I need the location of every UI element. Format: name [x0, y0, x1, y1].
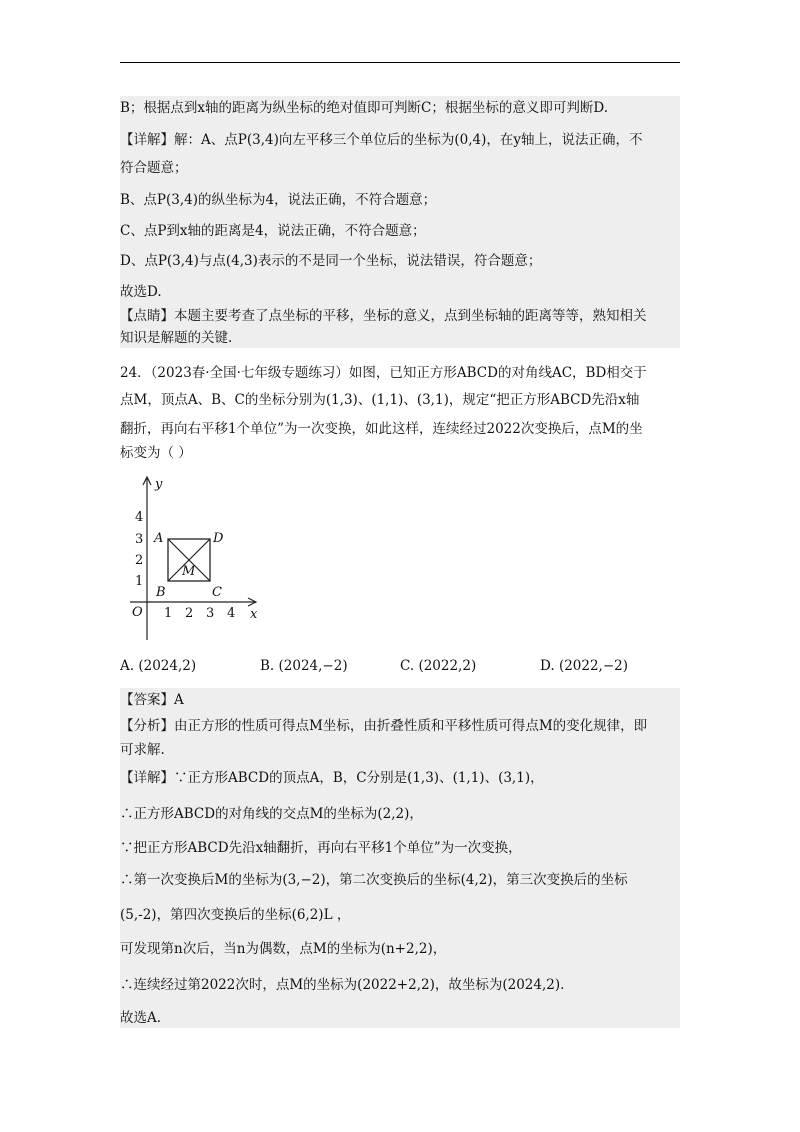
answer-line: ∵把正方形ABCD先沿x轴翻折，再向右平移1个单位”为一次变换， — [120, 840, 522, 856]
option-text: (2024,−2) — [278, 658, 348, 674]
coordinate-figure — [120, 470, 270, 645]
answer-line: ∴连续经过第2022次时，点M的坐标为(2022+2,2)，故坐标为(2024,2). — [120, 977, 565, 993]
y-tick-label: 2 — [135, 553, 144, 568]
option-letter: A. — [120, 658, 135, 674]
question-line: 翻折，再向右平移1个单位”为一次变换，如此这样，连续经过2022次变换后，点M的坐 — [120, 421, 643, 437]
option-letter: B. — [260, 658, 275, 674]
text-line: 故选D. — [120, 284, 162, 300]
answer-line: (5,-2)，第四次变换后的坐标(6,2)L ， — [120, 907, 351, 923]
option-b[interactable] — [260, 658, 348, 674]
y-tick-label: 1 — [135, 574, 144, 589]
y-tick-label: 4 — [135, 510, 144, 525]
option-letter: C. — [400, 658, 415, 674]
answer-line: ∴第一次变换后M的坐标为(3,−2)，第二次变换后的坐标(4,2)，第三次变换后的坐标 — [120, 872, 628, 888]
option-c[interactable] — [400, 658, 476, 674]
x-tick-label: 4 — [227, 606, 236, 621]
x-tick-label: 2 — [185, 606, 194, 621]
question-line: 标变为（ ） — [120, 445, 192, 461]
y-tick-label: 3 — [135, 532, 144, 547]
point-label-b: B — [156, 585, 166, 600]
x-tick-label: 1 — [164, 606, 173, 621]
answer-line: 【答案】A — [120, 692, 184, 708]
text-line: 符合题意； — [120, 160, 188, 176]
option-text: (2024,2) — [138, 658, 197, 674]
text-line: 知识是解题的关键. — [120, 330, 233, 346]
origin-label: O — [132, 605, 143, 620]
text-line: D、点P(3,4)与点(4,3)表示的不是同一个坐标，说法错误，符合题意； — [120, 253, 542, 269]
header-rule — [120, 62, 680, 63]
answer-line: ∴正方形ABCD的对角线的交点M的坐标为(2,2)， — [120, 806, 423, 822]
option-d[interactable] — [540, 658, 628, 674]
point-label-m: M — [182, 564, 196, 579]
x-axis-label: x — [250, 607, 258, 622]
point-label-a: A — [154, 531, 164, 546]
text-line: 【详解】解：A、点P(3,4)向左平移三个单位后的坐标为(0,4)，在y轴上，说法正确，不 — [120, 132, 643, 148]
answer-line: 【详解】∵正方形ABCD的顶点A，B，C分别是(1,3)、(1,1)、(3,1)， — [120, 770, 544, 786]
answer-line: 可发现第n次后，当n为偶数，点M的坐标为(n+2,2)， — [120, 941, 447, 957]
answer-line: 可求解. — [120, 742, 165, 758]
option-letter: D. — [540, 658, 555, 674]
text-line: B、点P(3,4)的纵坐标为4，说法正确，不符合题意； — [120, 192, 437, 208]
text-line: 【点睛】本题主要考查了点坐标的平移，坐标的意义，点到坐标轴的距离等等，熟知相关 — [120, 308, 647, 324]
question-line: 点M，顶点A、B、C的坐标分别为(1,3)、(1,1)、(3,1)，规定“把正方形ABCD先沿x轴 — [120, 392, 640, 408]
answer-line: 【分析】由正方形的性质可得点M坐标，由折叠性质和平移性质可得点M的变化规律，即 — [120, 718, 648, 734]
question-line: 24．（2023春·全国·七年级专题练习）如图，已知正方形ABCD的对角线AC，BD相交于 — [120, 365, 647, 381]
x-tick-label: 3 — [206, 606, 215, 621]
text-line: B；根据点到x轴的距离为纵坐标的绝对值即可判断C；根据坐标的意义即可判断D. — [120, 100, 608, 116]
point-label-c: C — [212, 585, 222, 600]
point-label-d: D — [213, 531, 224, 546]
option-text: (2022,2) — [418, 658, 477, 674]
answer-line: 故选A. — [120, 1010, 162, 1026]
text-line: C、点P到x轴的距离是4，说法正确，不符合题意； — [120, 223, 426, 239]
y-axis-label: y — [155, 477, 163, 492]
option-a[interactable] — [120, 658, 196, 674]
option-text: (2022,−2) — [558, 658, 629, 674]
